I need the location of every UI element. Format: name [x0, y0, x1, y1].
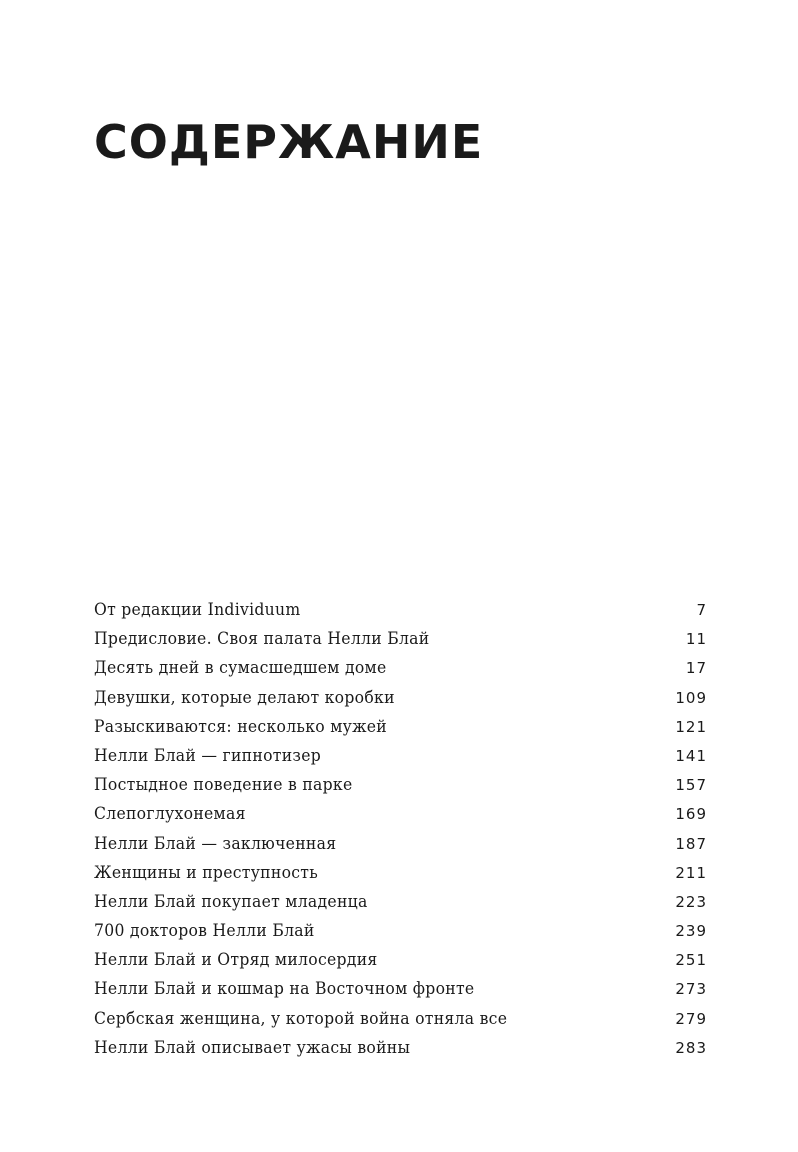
table-of-contents [94, 596, 707, 1063]
toc-entry-title: Нелли Блай покупает младенца [94, 891, 368, 912]
toc-entry [94, 1005, 707, 1034]
toc-entry [94, 859, 707, 888]
toc-entry-title: Сербская женщина, у которой война отняла все [94, 1008, 508, 1029]
toc-entry-title: От редакции Individuum [94, 600, 301, 620]
toc-entry [94, 625, 707, 654]
toc-entry-title: Десять дней в сумасшедшем доме [94, 658, 387, 679]
toc-entry-page: 157 [675, 776, 707, 795]
toc-entry [94, 1034, 707, 1063]
toc-entry-page: 109 [675, 688, 707, 707]
toc-entry-page: 273 [675, 980, 707, 999]
toc-entry-page: 223 [675, 892, 707, 911]
toc-entry-page: 251 [675, 951, 707, 970]
toc-entry-title: Девушки, которые делают коробки [94, 687, 395, 708]
toc-entry-title: Нелли Блай и кошмар на Восточном фронте [94, 979, 475, 1000]
toc-entry [94, 946, 707, 975]
toc-entry-title: Женщины и преступность [94, 862, 319, 883]
toc-entry-page: 239 [675, 922, 707, 941]
toc-entry-page: 211 [675, 863, 707, 882]
toc-entry-page: 279 [675, 1009, 707, 1028]
toc-entry-title: Нелли Блай — заключенная [94, 833, 337, 854]
toc-entry [94, 800, 707, 829]
toc-entry-page: 17 [685, 659, 707, 678]
toc-entry-title: Нелли Блай и Отряд милосердия [94, 950, 378, 971]
toc-entry-title: Нелли Блай описывает ужасы войны [94, 1037, 411, 1058]
toc-entry-page: 169 [675, 805, 707, 824]
toc-entry [94, 830, 707, 859]
toc-entry-page: 283 [675, 1038, 707, 1057]
toc-entry-title: Слепоглухонемая [94, 804, 246, 825]
toc-entry-page: 121 [675, 717, 707, 736]
toc-entry-title: Разыскиваются: несколько мужей [94, 716, 388, 737]
toc-entry [94, 771, 707, 800]
toc-entry-title: Постыдное поведение в парке [94, 775, 353, 796]
toc-entry [94, 713, 707, 742]
toc-entry [94, 888, 707, 917]
toc-entry [94, 596, 707, 625]
toc-entry-title: 700 докторов Нелли Блай [94, 921, 315, 942]
toc-entry-page: 187 [675, 834, 707, 853]
toc-entry [94, 684, 707, 713]
toc-entry-title: Нелли Блай — гипнотизер [94, 745, 322, 766]
toc-entry [94, 654, 707, 683]
toc-entry-page: 11 [685, 630, 707, 649]
toc-entry [94, 975, 707, 1004]
toc-entry [94, 742, 707, 771]
toc-entry-title: Предисловие. Своя палата Нелли Блай [94, 629, 430, 650]
toc-entry-page: 7 [696, 601, 707, 619]
toc-entry-page: 141 [675, 746, 707, 765]
toc-entry [94, 917, 707, 946]
page-title: СОДЕРЖАНИЕ [94, 115, 484, 169]
